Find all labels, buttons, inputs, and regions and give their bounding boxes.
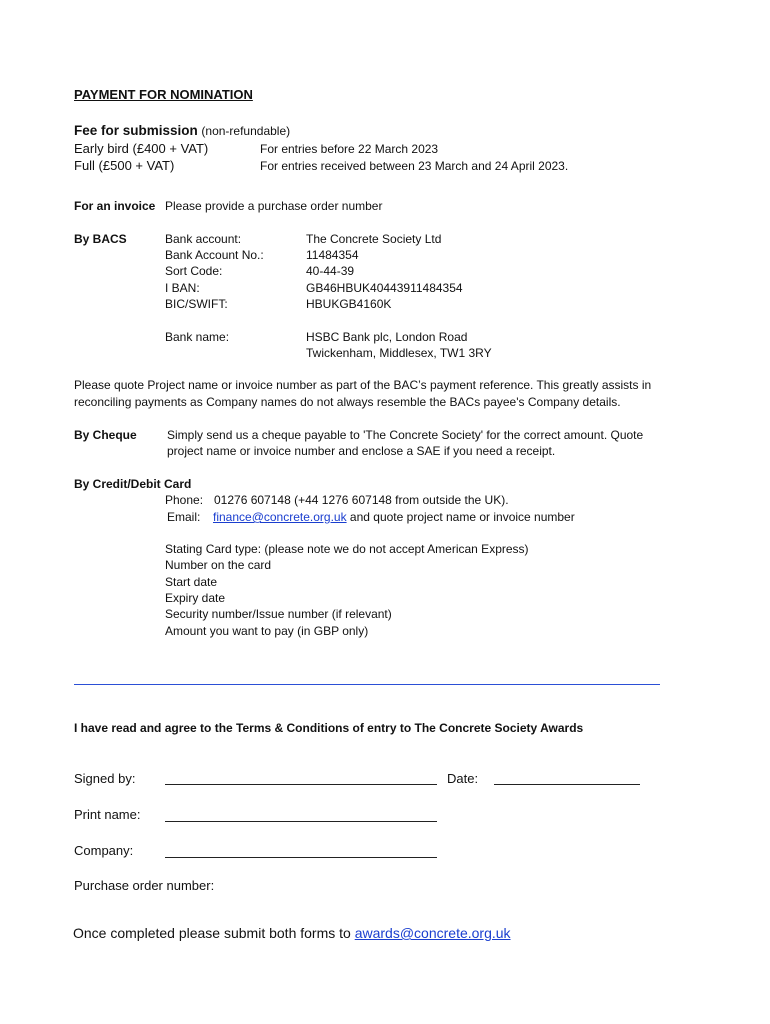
fee-heading-row — [74, 123, 290, 138]
card-label: By Credit/Debit Card — [74, 477, 192, 491]
card-stating-item: Start date — [165, 575, 218, 589]
company-field[interactable] — [165, 857, 437, 858]
bacs-value: 40-44-39 — [306, 264, 355, 278]
bacs-key: Sort Code: — [165, 264, 223, 278]
bank-name-line1: HSBC Bank plc, London Road — [306, 330, 468, 344]
date-label: Date: — [447, 771, 479, 786]
bacs-key: Bank Account No.: — [165, 248, 264, 262]
card-email-row — [213, 510, 575, 524]
card-stating-item: Expiry date — [165, 591, 226, 605]
card-email-label: Email: — [167, 510, 201, 524]
full-fee-label: Full (£500 + VAT) — [74, 158, 175, 173]
print-name-field[interactable] — [165, 821, 437, 822]
bank-name-line2: Twickenham, Middlesex, TW1 3RY — [306, 346, 492, 360]
bacs-value: The Concrete Society Ltd — [306, 232, 442, 246]
early-bird-desc: For entries before 22 March 2023 — [260, 142, 439, 156]
card-phone-value: 01276 607148 (+44 1276 607148 from outside the UK). — [214, 493, 509, 507]
bacs-key: Bank account: — [165, 232, 242, 246]
invoice-label: For an invoice — [74, 199, 156, 213]
invoice-text: Please provide a purchase order number — [165, 199, 383, 213]
bacs-value: 11484354 — [306, 248, 359, 262]
early-bird-label: Early bird (£400 + VAT) — [74, 141, 209, 156]
bacs-label: By BACS — [74, 232, 127, 246]
card-stating-item: Number on the card — [165, 558, 272, 572]
card-stating-item: Security number/Issue number (if relevant) — [165, 607, 392, 621]
bacs-value: GB46HBUK40443911484354 — [306, 281, 463, 295]
bank-name-label: Bank name: — [165, 330, 230, 344]
bacs-key: BIC/SWIFT: — [165, 297, 228, 311]
fee-heading: Fee for submission — [74, 123, 198, 138]
bacs-value: HBUKGB4160K — [306, 297, 392, 311]
cheque-label: By Cheque — [74, 428, 137, 442]
quote-note-line2: reconciling payments as Company names do not always resemble the BACs payee's Company details. — [74, 395, 621, 409]
bacs-key: I BAN: — [165, 281, 200, 295]
cheque-line1: Simply send us a cheque payable to 'The Concrete Society' for the correct amount. Quote — [167, 428, 644, 442]
card-email-suffix: and quote project name or invoice number — [346, 510, 575, 524]
full-fee-desc: For entries received between 23 March and 24 April 2023. — [260, 159, 569, 173]
card-stating-item: Amount you want to pay (in GBP only) — [165, 624, 369, 638]
company-label: Company: — [74, 843, 134, 858]
card-phone-label: Phone: — [165, 493, 204, 507]
page-title: PAYMENT FOR NOMINATION — [74, 87, 253, 102]
footer-text: Once completed please submit both forms to — [73, 925, 355, 941]
signed-by-label: Signed by: — [74, 771, 136, 786]
po-number-label: Purchase order number: — [74, 878, 215, 893]
signed-by-field[interactable] — [165, 784, 437, 785]
agreement-text: I have read and agree to the Terms & Conditions of entry to The Concrete Society Awards — [74, 721, 584, 735]
date-field[interactable] — [494, 784, 640, 785]
card-stating-item: Stating Card type: (please note we do not accept American Express) — [165, 542, 529, 556]
finance-email-link[interactable]: finance@concrete.org.uk — [213, 510, 347, 524]
print-name-label: Print name: — [74, 807, 141, 822]
cheque-line2: project name or invoice number and enclose a SAE if you need a receipt. — [167, 444, 556, 458]
section-divider — [74, 684, 660, 685]
fee-note: (non-refundable) — [201, 124, 291, 138]
quote-note-line1: Please quote Project name or invoice number as part of the BAC’s payment reference. This greatly assists in — [74, 378, 652, 392]
awards-email-link[interactable]: awards@concrete.org.uk — [354, 925, 511, 941]
footer-row — [73, 925, 511, 941]
